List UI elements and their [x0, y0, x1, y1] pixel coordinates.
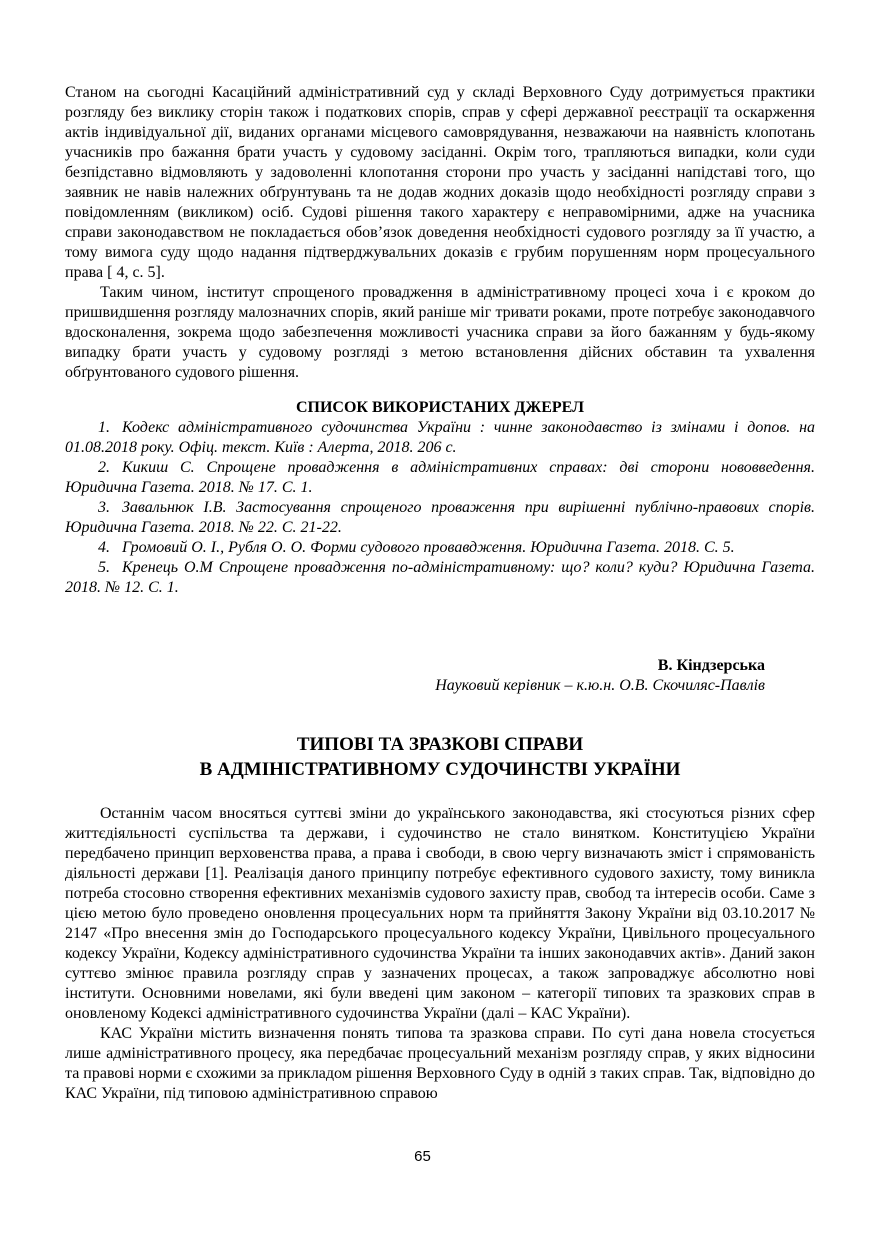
reference-item: [65, 498, 815, 538]
reference-number: 2.: [98, 459, 110, 476]
author-block: [65, 656, 815, 696]
article-body: [65, 804, 815, 1104]
reference-number: 4.: [98, 539, 110, 556]
references-list: [65, 418, 815, 598]
title-line: В АДМІНІСТРАТИВНОМУ СУДОЧИНСТВІ УКРАЇНИ: [199, 759, 681, 780]
continuation-section: [65, 83, 815, 383]
article-title: [65, 732, 815, 782]
reference-number: 1.: [98, 419, 110, 436]
reference-item: [65, 458, 815, 498]
reference-text: Кренець О.М Спрощене провадження по-адміністративному: що? коли? куди? Юридична Газета. 2018. № 12. С. 1.: [65, 559, 815, 596]
text-block: [65, 83, 815, 1104]
reference-text: Завальнюк І.В. Застосування спрощеного проваження при вирішенні публічно-правових спорів. Юридична Газета. 2018. № 22. С. 21-22.: [65, 499, 815, 536]
reference-text: Кодекс адміністративного судочинства України : чинне законодавство із змінами і допов. на 01.08.2018 року. Офіц. текст. Київ : Алерта, 2018. 206 с.: [65, 419, 815, 456]
author-name: В. Кіндзерська: [657, 657, 765, 674]
supervisor-line: Науковий керівник – к.ю.н. О.В. Скочиляс-Павлів: [435, 677, 765, 694]
body-paragraph: Станом на сьогодні Касаційний адміністративний суд у складі Верховного Суду дотримується практики розгляду без виклику сторін також і податкових спорів, справ у сфері державної реєстрації та оскарження актів індивідуальної дії, виданих органами місцевого самоврядування, незважаючи на наявність клопотань учасників про бажання брати участь у судовому засіданні. Окрім того, трапляються випадки, коли суди безпідставно відмовляють у задоволенні клопотання сторони про участь у засіданні напідставі того, що заявник не навів належних обґрунтувань та не додав жодних доказів щодо необхідності розгляду справи з повідомленням (викликом) осіб. Судові рішення такого характеру є неправомірними, адже на учасника справи законодавством не покладається обов’язок доведення необхідності судового розгляду за її участю, а тому вимога суду щодо надання підтверджувальних доказів є грубим порушенням норм процесуального права [ 4, с. 5].: [65, 84, 815, 281]
reference-text: Громовий О. І., Рубля О. О. Форми судового провавдження. Юридична Газета. 2018. С. 5.: [122, 539, 735, 556]
body-paragraph: Таким чином, інститут спрощеного провадження в адміністративному процесі хоча і є кроком до пришвидшення розгляду малозначних спорів, який раніше міг тривати роками, проте потребує законодавчого вдосконалення, зокрема щодо забезпечення можливості учасника справи за його бажанням у будь-якому випадку брати участь у судовому розгляді з метою встановлення дійсних обставин та ухвалення обґрунтованого судового рішення.: [65, 284, 815, 381]
reference-item: [65, 558, 815, 598]
body-paragraph: Останнім часом вносяться суттєві зміни до українського законодавства, які стосуються різних сфер життєдіяльності суспільства та держави, і судочинство не стало винятком. Конституцією України передбачено принцип верховенства права, а права і свободи, в свою чергу визначають зміст і спрямованість діяльності держави [1]. Реалізація даного принципу потребує ефективного судового захисту, тому виникла потреба стосовно створення ефективних механізмів судового захисту прав, свобод та інтересів особи. Саме з цією метою було проведено оновлення процесуальних норм та прийняття Закону України від 03.10.2017 № 2147 «Про внесення змін до Господарського процесуального кодексу України, Цивільного процесуального кодексу України, Кодексу адміністративного судочинства України та інших законодавчих актів». Даний закон суттєво змінює правила розгляду справ у зазначених процесах, а також запроваджує абсолютно нові інститути. Основними новелами, які були введені цим законом – категорії типових та зразкових справ в оновленому Кодексі адміністративного судочинства України (далі – КАС України).: [65, 805, 815, 1022]
reference-item: [65, 418, 815, 458]
references-heading: СПИСОК ВИКОРИСТАНИХ ДЖЕРЕЛ: [295, 399, 585, 416]
body-paragraph: КАС України містить визначення понять типова та зразкова справи. По суті дана новела стосується лише адміністративного процесу, яка передбачає процесуальний механізм розгляду справ, у яких відносини та правові норми є схожими за прикладом рішення Верховного Суду в одній з таких справ. Так, відповідно до КАС України, під типовою адміністративною справою: [65, 1025, 815, 1102]
reference-text: Кикиш С. Спрощене провадження в адміністративних справах: дві сторони нововведення. Юридична Газета. 2018. № 17. С. 1.: [65, 459, 815, 496]
reference-item: [65, 538, 815, 558]
page-number: 65: [414, 1148, 431, 1165]
title-line: ТИПОВІ ТА ЗРАЗКОВІ СПРАВИ: [296, 734, 584, 755]
reference-number: 5.: [98, 559, 110, 576]
reference-number: 3.: [98, 499, 110, 516]
